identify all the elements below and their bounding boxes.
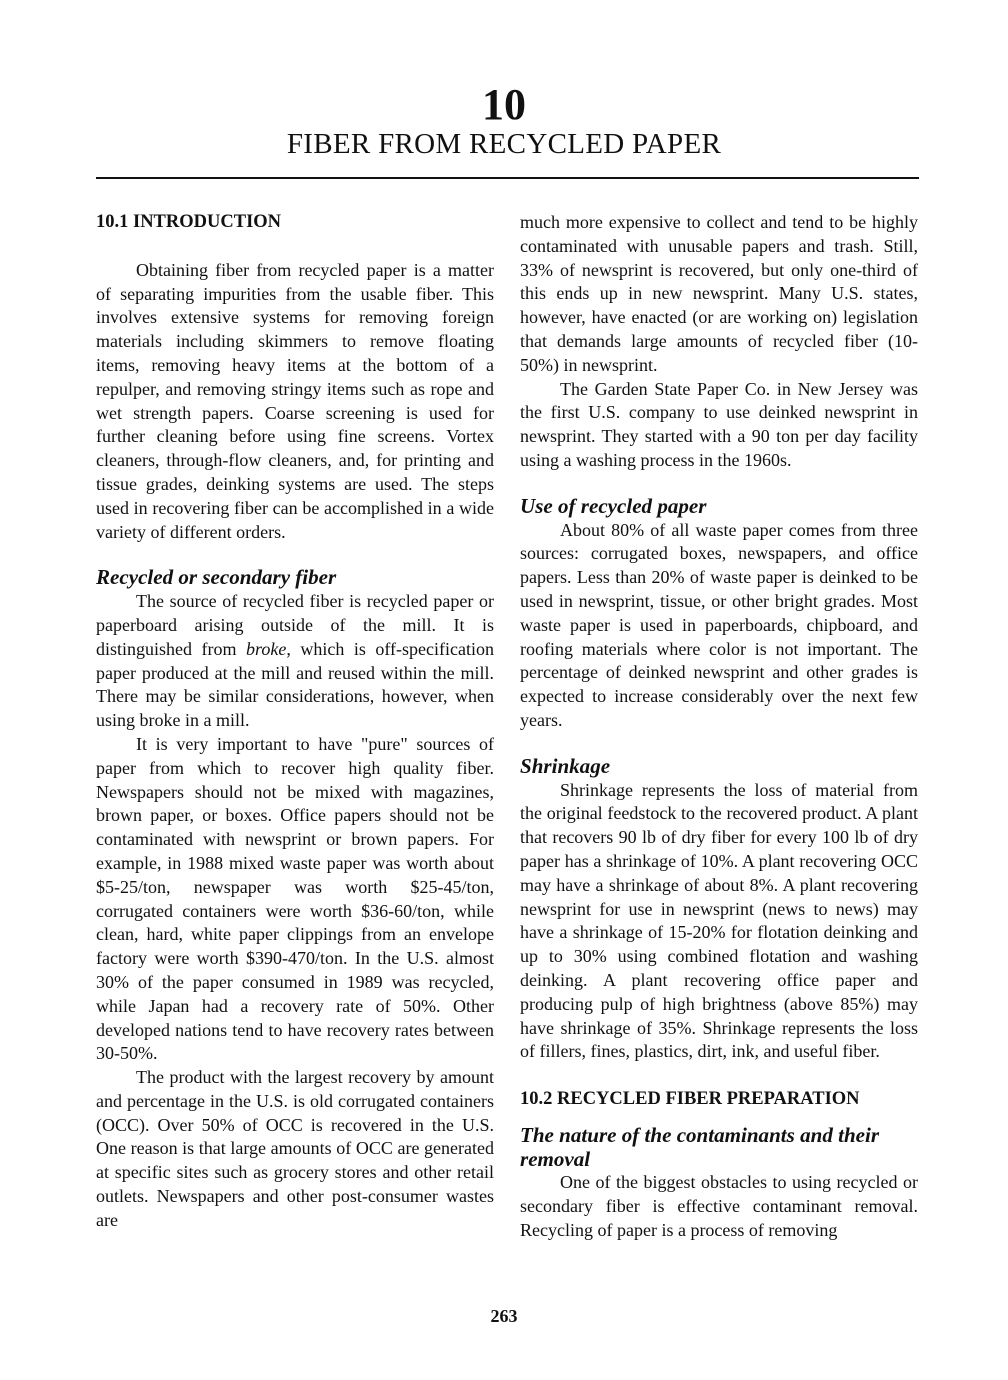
- recycled-fiber-paragraph: [96, 590, 494, 733]
- spacer: [520, 473, 918, 495]
- right-column: [520, 211, 918, 1243]
- subheading-use-of-recycled-paper: Use of recycled paper: [520, 493, 707, 518]
- chapter-title: FIBER FROM RECYCLED PAPER: [286, 128, 722, 160]
- spacer: [96, 235, 494, 259]
- broke-term: broke: [246, 638, 287, 659]
- paragraph-text: , which is off-specification paper produced at the mill and reused within the mill. There may be similar considerations, however, when using broke in a mill.: [96, 638, 494, 731]
- intro-paragraph: Obtaining fiber from recycled paper is a matter of separating impurities from the usable fiber. This involves extensive systems for removing foreign materials including skimmers to remove floating items, removing heavy items at the bottom of a repulper, and removing stringy items such as rope and wet strength papers. Coarse screening is used for further cleaning before using fine screens. Vortex cleaners, through-flow cleaners, and, for printing and tissue grades, deinking systems are used. The steps used in recovering fiber can be accomplished in a wide variety of different orders.: [96, 259, 494, 542]
- chapter-number: 10: [482, 80, 526, 129]
- spacer: [520, 733, 918, 755]
- subheading-shrinkage: Shrinkage: [520, 753, 611, 778]
- section-heading-recycled-fiber-preparation: 10.2 RECYCLED FIBER PREPARATION: [520, 1089, 860, 1110]
- paragraph-text: The source of recycled fiber is recycled paper or paperboard arising outside of the mill. It is distinguished from: [96, 591, 494, 659]
- subheading-contaminants: The nature of the contaminants and their removal: [520, 1122, 880, 1171]
- spacer: [520, 1064, 918, 1088]
- contaminants-paragraph: One of the biggest obstacles to using recycled or secondary fiber is effective contaminant removal. Recycling of paper is a process of removing: [520, 1172, 918, 1241]
- use-paragraph: About 80% of all waste paper comes from three sources: corrugated boxes, newspapers, and office papers. Less than 20% of waste paper is deinked to be used in newsprint, tissue, or other bright grades. Most waste paper is used in paperboards, chipboard, and roofing materials where color is not important. The percentage of deinked newsprint and other grades is expected to increase considerably over the next few years.: [520, 519, 918, 730]
- spacer: [96, 544, 494, 566]
- subheading-recycled-fiber: Recycled or secondary fiber: [96, 565, 337, 590]
- occ-paragraph: The product with the largest recovery by amount and percentage in the U.S. is old corrugated containers (OCC). Over 50% of OCC is recovered in the U.S. One reason is that large amounts of OCC are generated at specific sites such as grocery stores and other retail outlets. Newspapers and other post-consumer wastes are: [96, 1067, 494, 1230]
- garden-state-paragraph: The Garden State Paper Co. in New Jersey was the first U.S. company to use deinked newsprint in newsprint. They started with a 90 ton per day facility using a washing process in the 1960s.: [520, 378, 918, 470]
- section-heading-introduction: 10.1 INTRODUCTION: [96, 212, 282, 232]
- page-number: 263: [490, 1306, 518, 1326]
- left-column: [96, 211, 494, 1233]
- shrinkage-paragraph: Shrinkage represents the loss of material from the original feedstock to the recovered product. A plant that recovers 90 lb of dry fiber for every 100 lb of dry paper has a shrinkage of 10%. A plant recovering OCC may have a shrinkage of about 8%. A plant recovering newsprint for use in newsprint (news to news) may have a shrinkage of 15-20% for flotation deinking and up to 30% using combined flotation and washing deinking. A plant recovering office paper and producing pulp of high brightness (above 85%) may have shrinkage of 35%. Shrinkage represents the loss of fillers, fines, plastics, dirt, ink, and useful fiber.: [520, 779, 918, 1062]
- header-rule: [96, 177, 919, 179]
- continued-paragraph: much more expensive to collect and tend to be highly contaminated with unusable papers and trash. Still, 33% of newsprint is recovered, but only one-third of this ends up in new newsprint. Many U.S. states, however, have enacted (or are working on) legislation that demands large amounts of recycled fiber (10-50%) in newsprint.: [520, 212, 918, 375]
- pure-sources-paragraph: It is very important to have "pure" sources of paper from which to recover high quality fiber. Newspapers should not be mixed with magazines, brown paper, or boxes. Office papers should not be contaminated with newsprint or brown papers. For example, in 1988 mixed waste paper was worth about $5-25/ton, newspaper was worth $25-45/ton, corrugated containers were worth $36-60/ton, while clean, hard, white paper clippings from an envelope factory were worth $390-470/ton. In the U.S. almost 30% of the paper consumed in 1989 was recycled, while Japan had a recovery rate of 50%. Other developed nations tend to have recovery rates between 30-50%.: [96, 733, 494, 1064]
